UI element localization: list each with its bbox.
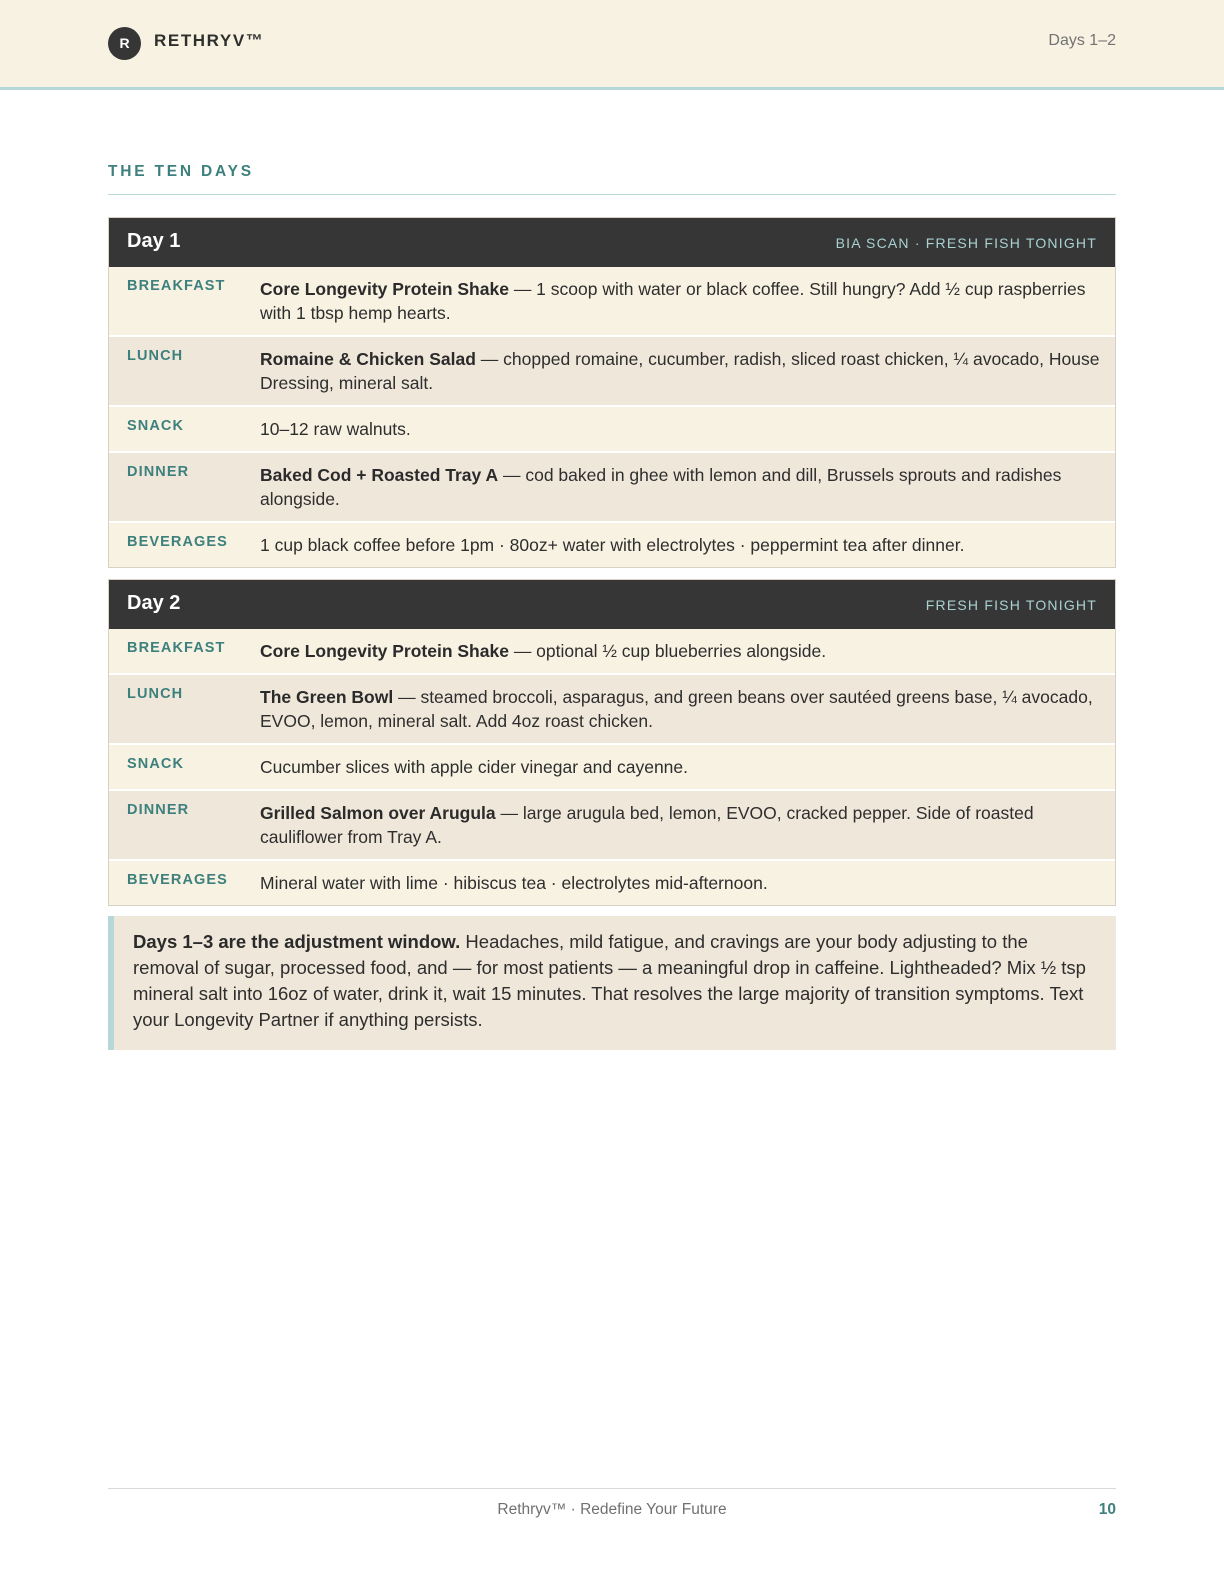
meal-details: Cucumber slices with apple cider vinegar and cayenne.	[260, 757, 689, 777]
day-header	[109, 580, 1115, 629]
meal-details: — optional ½ cup blueberries alongside.	[508, 641, 827, 661]
brand-name: RETHRYV™	[154, 31, 265, 50]
meal-row-beverages	[109, 521, 1115, 567]
meal-label: BREAKFAST	[127, 278, 226, 294]
meal-details: 1 cup black coffee before 1pm · 80oz+ water with electrolytes · peppermint tea after dinner.	[260, 535, 965, 555]
footer-divider	[108, 1488, 1116, 1489]
meal-label: BREAKFAST	[127, 640, 226, 656]
meal-row-snack	[109, 743, 1115, 789]
meal-description	[260, 791, 1115, 859]
callout-body: Headaches, mild fatigue, and cravings are your body adjusting to the removal of sugar, processed food, and — for most patients — a meaningful drop in caffeine. Lightheaded? Mix ½ tsp mineral salt into 16oz of water, drink it, wait 15 minutes. That resolves the large majority of transition symptoms. Text your Longevity Partner if anything persists.	[133, 931, 1086, 1030]
meal-description	[260, 267, 1115, 335]
meal-details: 10–12 raw walnuts.	[260, 419, 411, 439]
meal-description	[260, 861, 1115, 905]
meal-label: SNACK	[127, 756, 185, 772]
adjustment-callout	[108, 916, 1116, 1050]
meal-description	[260, 407, 1115, 451]
meal-row-dinner	[109, 451, 1115, 521]
meal-details: — chopped romaine, cucumber, radish, sliced roast chicken, ¼ avocado, House Dressing, mineral salt.	[260, 349, 1100, 393]
meal-details: — 1 scoop with water or black coffee. Still hungry? Add ½ cup raspberries with 1 tbsp hemp hearts.	[260, 279, 1086, 323]
dish-name: The Green Bowl	[260, 687, 394, 707]
meal-description	[260, 453, 1115, 521]
meal-label: DINNER	[127, 464, 190, 480]
page-number: 10	[1098, 1501, 1116, 1518]
meal-description	[260, 629, 1115, 673]
day-title: Day 2	[127, 592, 181, 614]
meal-row-breakfast	[109, 629, 1115, 673]
meal-description	[260, 745, 1115, 789]
meal-description	[260, 675, 1115, 743]
day-title: Day 1	[127, 230, 181, 252]
meal-row-lunch	[109, 335, 1115, 405]
meal-label: LUNCH	[127, 686, 184, 702]
day-card-1	[108, 217, 1116, 568]
footer-tagline: Rethryv™ · Redefine Your Future	[497, 1501, 727, 1518]
meal-details: — large arugula bed, lemon, EVOO, cracked pepper. Side of roasted cauliflower from Tray A.	[260, 803, 1034, 847]
meal-label: SNACK	[127, 418, 185, 434]
meal-row-beverages	[109, 859, 1115, 905]
meal-row-breakfast	[109, 267, 1115, 335]
logo-badge: R	[108, 27, 141, 60]
meal-row-dinner	[109, 789, 1115, 859]
meal-row-lunch	[109, 673, 1115, 743]
meal-description	[260, 523, 1115, 567]
day-tags: FRESH FISH TONIGHT	[925, 597, 1097, 613]
meal-description	[260, 337, 1115, 405]
meal-label: LUNCH	[127, 348, 184, 364]
dish-name: Core Longevity Protein Shake	[260, 279, 509, 299]
dish-name: Grilled Salmon over Arugula	[260, 803, 496, 823]
meal-details: — steamed broccoli, asparagus, and green beans over sautéed greens base, ¼ avocado, EVOO, lemon, mineral salt. Add 4oz roast chicken.	[260, 687, 1093, 731]
section-title: THE TEN DAYS	[108, 163, 254, 180]
page-header	[0, 0, 1224, 90]
day-header	[109, 218, 1115, 267]
callout-heading: Days 1–3 are the adjustment window.	[133, 931, 461, 952]
dish-name: Romaine & Chicken Salad	[260, 349, 476, 369]
day-card-2	[108, 579, 1116, 906]
meal-label: BEVERAGES	[127, 534, 228, 550]
dish-name: Core Longevity Protein Shake	[260, 641, 509, 661]
section-divider	[108, 194, 1116, 195]
dish-name: Baked Cod + Roasted Tray A	[260, 465, 499, 485]
meal-details: Mineral water with lime · hibiscus tea · electrolytes mid-afternoon.	[260, 873, 768, 893]
meal-details: — cod baked in ghee with lemon and dill, Brussels sprouts and radishes alongside.	[260, 465, 1062, 509]
meal-row-snack	[109, 405, 1115, 451]
meal-label: DINNER	[127, 802, 190, 818]
page-range: Days 1–2	[1048, 32, 1116, 49]
day-tags: BIA SCAN · FRESH FISH TONIGHT	[835, 235, 1097, 251]
meal-label: BEVERAGES	[127, 872, 228, 888]
